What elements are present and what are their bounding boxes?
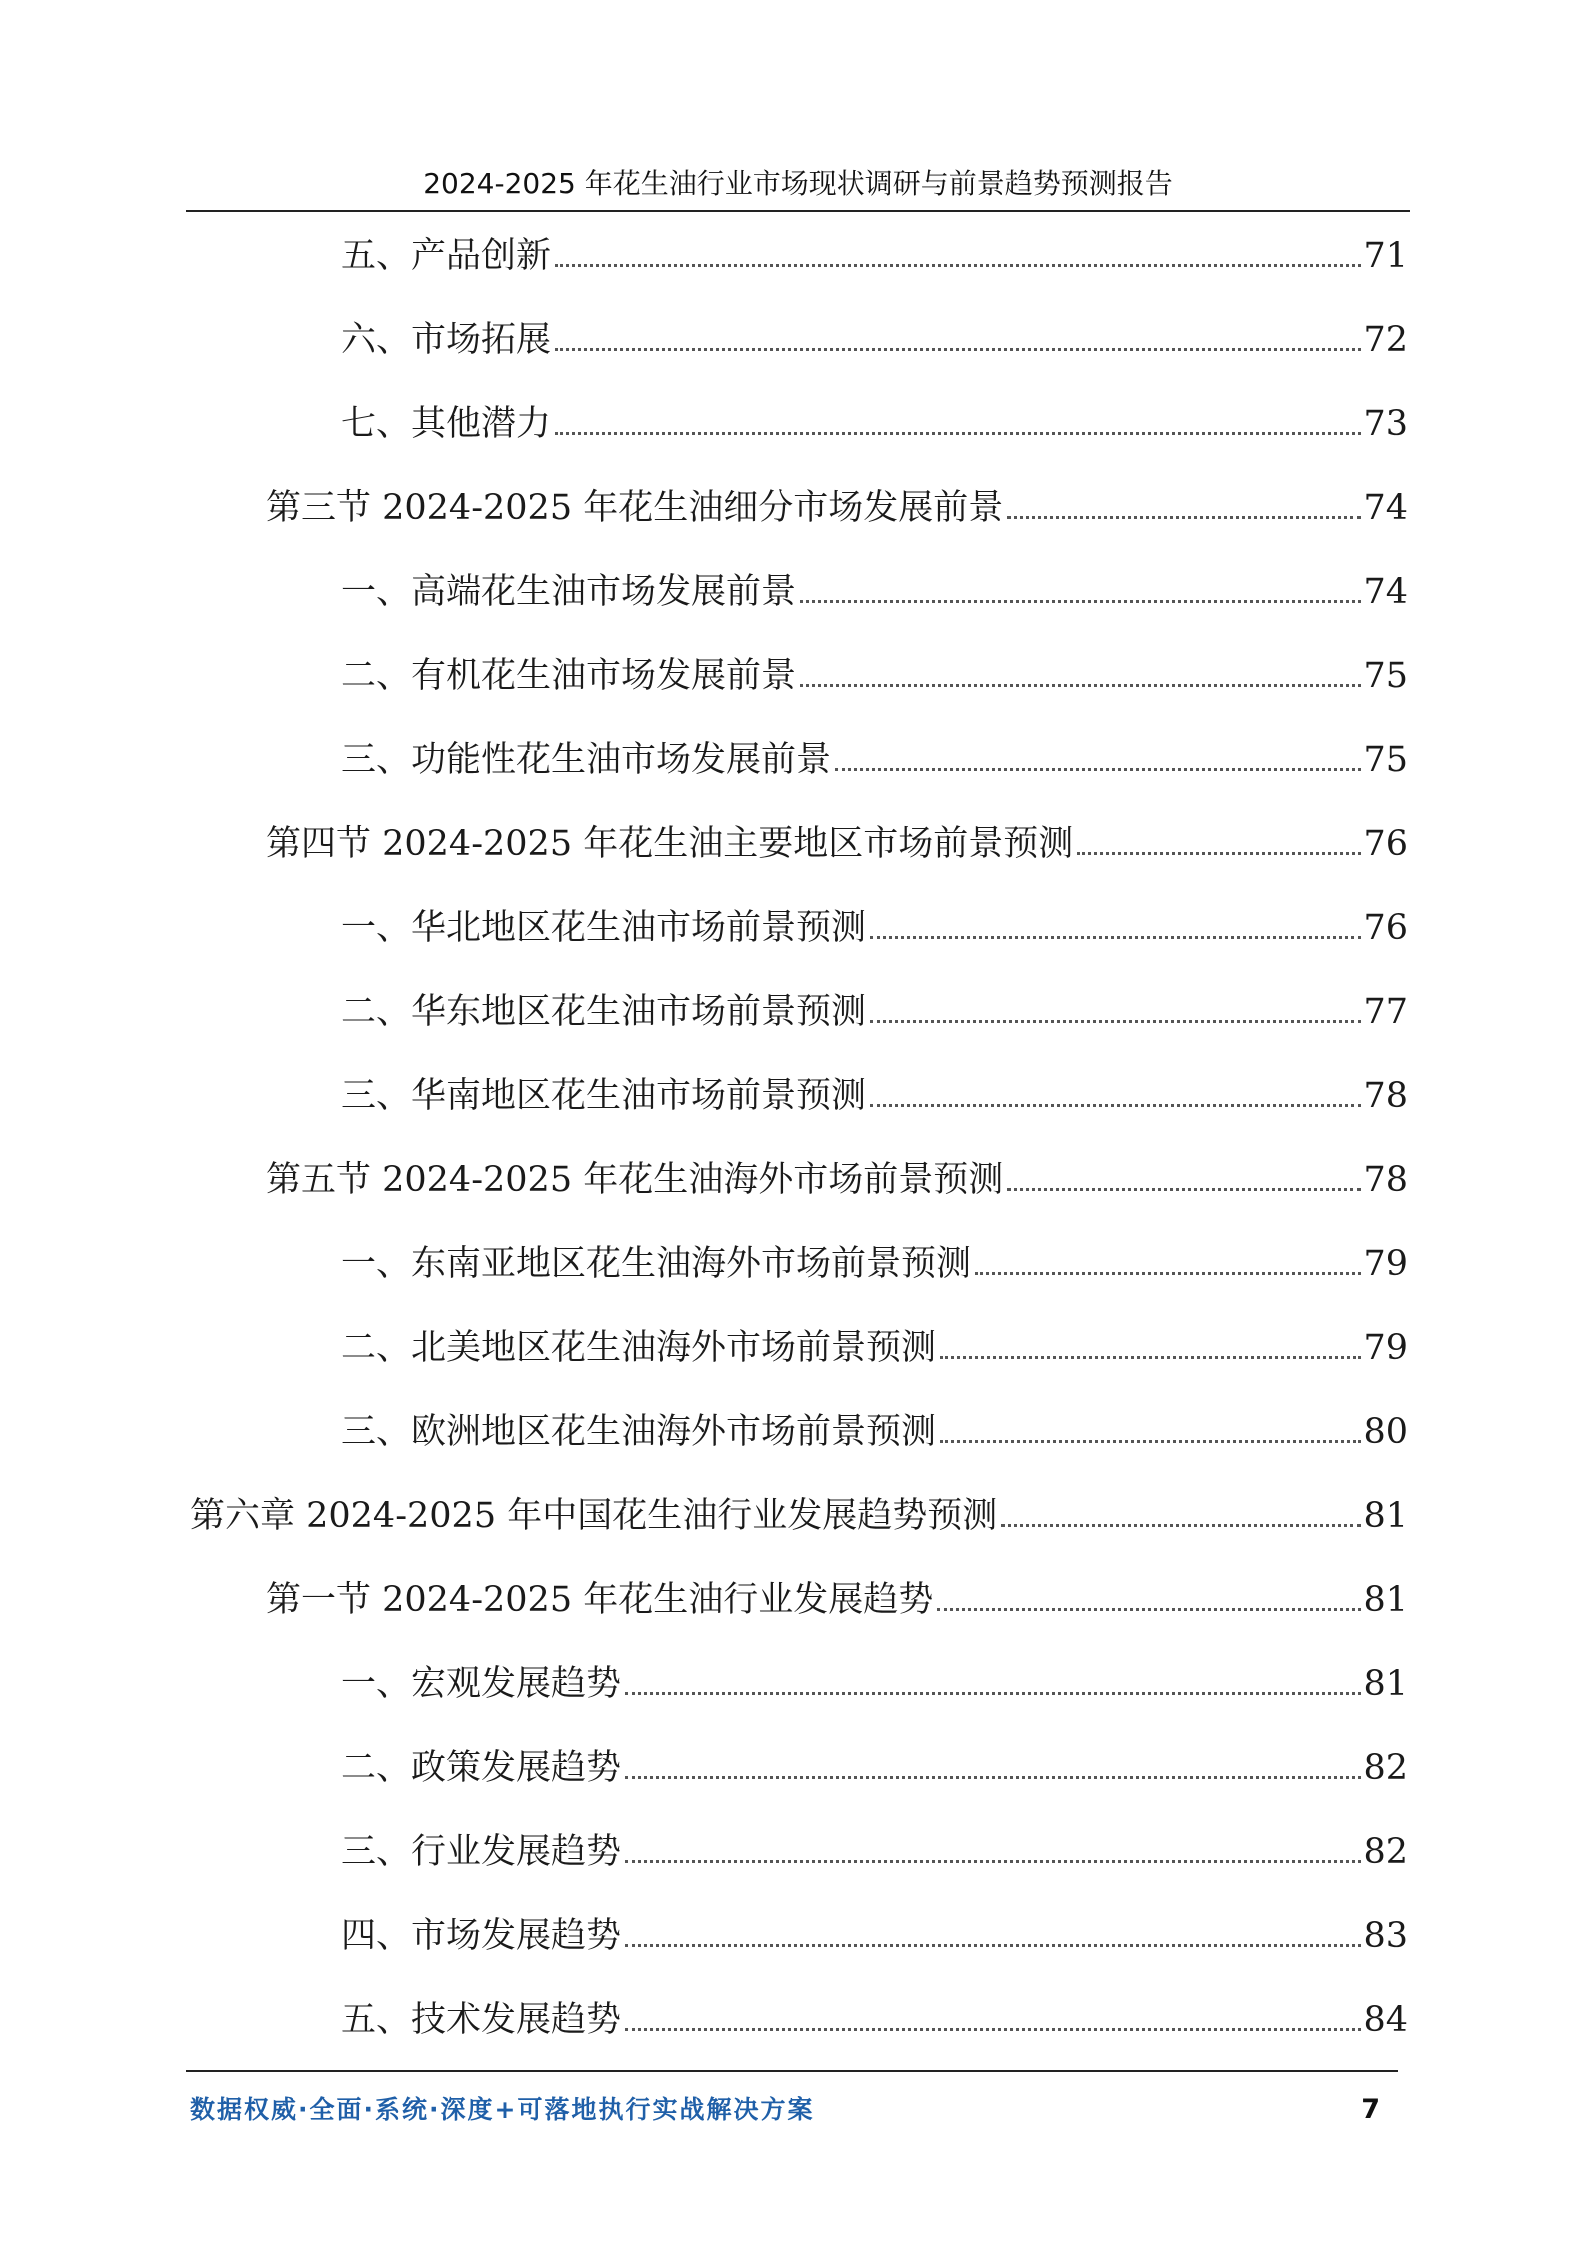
toc-entry[interactable] — [341, 904, 1408, 952]
toc-entry-label: 第五节 2024-2025 年花生油海外市场前景预测 — [266, 1160, 1004, 1200]
dot-leader — [800, 600, 1361, 603]
dot-leader — [625, 1944, 1361, 1947]
toc-entry-label: 第四节 2024-2025 年花生油主要地区市场前景预测 — [266, 824, 1074, 864]
toc-entry-page: 73 — [1363, 404, 1408, 444]
toc-entry-page: 78 — [1363, 1076, 1408, 1116]
toc-entry-label: 七、其他潜力 — [341, 404, 552, 444]
toc-entry-section[interactable] — [266, 484, 1408, 532]
page-number: 7 — [1361, 2094, 1380, 2125]
dot-leader — [625, 1860, 1361, 1863]
toc-entry[interactable] — [341, 1660, 1408, 1708]
toc-entry-page: 74 — [1363, 488, 1408, 528]
toc-entry-page: 84 — [1363, 2000, 1408, 2040]
toc-entry-label: 第一节 2024-2025 年花生油行业发展趋势 — [266, 1580, 934, 1620]
toc-entry-page: 78 — [1363, 1160, 1408, 1200]
toc-entry-label: 第六章 2024-2025 年中国花生油行业发展趋势预测 — [190, 1496, 998, 1536]
toc-entry-section[interactable] — [266, 820, 1408, 868]
dot-leader — [1007, 1188, 1361, 1191]
toc-entry-label: 一、华北地区花生油市场前景预测 — [341, 908, 867, 948]
toc-entry[interactable] — [341, 400, 1408, 448]
toc-entry-label: 三、欧洲地区花生油海外市场前景预测 — [341, 1412, 937, 1452]
toc-entry-page: 77 — [1363, 992, 1408, 1032]
toc-entry-chapter[interactable] — [190, 1492, 1408, 1540]
dot-leader — [835, 768, 1361, 771]
toc-entry-page: 72 — [1363, 320, 1408, 360]
toc-entry-label: 三、行业发展趋势 — [341, 1832, 622, 1872]
dot-leader — [625, 1692, 1361, 1695]
toc-entry-label: 一、宏观发展趋势 — [341, 1664, 622, 1704]
toc-entry-label: 二、有机花生油市场发展前景 — [341, 656, 797, 696]
toc-entry-page: 71 — [1363, 236, 1408, 276]
footer-divider — [186, 2070, 1398, 2072]
dot-leader — [555, 264, 1361, 267]
toc-entry-page: 81 — [1363, 1664, 1408, 1704]
dot-leader — [555, 432, 1361, 435]
toc-entry[interactable] — [341, 1240, 1408, 1288]
dot-leader — [870, 1104, 1361, 1107]
toc-entry-page: 82 — [1363, 1748, 1408, 1788]
dot-leader — [940, 1356, 1361, 1359]
toc-entry-page: 79 — [1363, 1328, 1408, 1368]
toc-entry[interactable] — [341, 1828, 1408, 1876]
dot-leader — [625, 1776, 1361, 1779]
toc-entry-label: 一、东南亚地区花生油海外市场前景预测 — [341, 1244, 972, 1284]
dot-leader — [625, 2028, 1361, 2031]
toc-entry[interactable] — [341, 1408, 1408, 1456]
dot-leader — [975, 1272, 1361, 1275]
dot-leader — [940, 1440, 1361, 1443]
dot-leader — [937, 1608, 1361, 1611]
toc-entry-page: 81 — [1363, 1496, 1408, 1536]
toc-entry[interactable] — [341, 1072, 1408, 1120]
toc-entry-page: 74 — [1363, 572, 1408, 612]
toc-entry-label: 五、技术发展趋势 — [341, 2000, 622, 2040]
toc-entry-page: 75 — [1363, 740, 1408, 780]
dot-leader — [870, 936, 1361, 939]
toc-entry-section[interactable] — [266, 1576, 1408, 1624]
toc-entry-page: 82 — [1363, 1832, 1408, 1872]
toc-entry-section[interactable] — [266, 1156, 1408, 1204]
toc-entry-page: 81 — [1363, 1580, 1408, 1620]
toc-entry-label: 三、华南地区花生油市场前景预测 — [341, 1076, 867, 1116]
dot-leader — [1001, 1524, 1361, 1527]
toc-entry-page: 80 — [1363, 1412, 1408, 1452]
dot-leader — [1077, 852, 1361, 855]
toc-entry[interactable] — [341, 1912, 1408, 1960]
toc-entry[interactable] — [341, 1744, 1408, 1792]
toc-entry[interactable] — [341, 1324, 1408, 1372]
toc-entry[interactable] — [341, 316, 1408, 364]
toc-entry-page: 76 — [1363, 824, 1408, 864]
toc-entry-label: 第三节 2024-2025 年花生油细分市场发展前景 — [266, 488, 1004, 528]
toc-entry-label: 五、产品创新 — [341, 236, 552, 276]
dot-leader — [1007, 516, 1361, 519]
toc-entry-label: 二、政策发展趋势 — [341, 1748, 622, 1788]
dot-leader — [800, 684, 1361, 687]
page-header: 2024-2025 年花生油行业市场现状调研与前景趋势预测报告 — [423, 167, 1173, 200]
toc-entry[interactable] — [341, 568, 1408, 616]
footer-slogan: 数据权威·全面·系统·深度+可落地执行实战解决方案 — [190, 2095, 815, 2124]
dot-leader — [555, 348, 1361, 351]
toc-entry[interactable] — [341, 988, 1408, 1036]
toc-entry-page: 79 — [1363, 1244, 1408, 1284]
toc-entry-page: 76 — [1363, 908, 1408, 948]
toc-entry[interactable] — [341, 652, 1408, 700]
toc-entry-label: 二、北美地区花生油海外市场前景预测 — [341, 1328, 937, 1368]
dot-leader — [870, 1020, 1361, 1023]
toc-entry-label: 二、华东地区花生油市场前景预测 — [341, 992, 867, 1032]
toc-entry-label: 三、功能性花生油市场发展前景 — [341, 740, 832, 780]
toc-entry-label: 六、市场拓展 — [341, 320, 552, 360]
toc-entry[interactable] — [341, 1996, 1408, 2044]
toc-entry-label: 四、市场发展趋势 — [341, 1916, 622, 1956]
toc-entry-page: 83 — [1363, 1916, 1408, 1956]
toc-entry[interactable] — [341, 232, 1408, 280]
toc-entry[interactable] — [341, 736, 1408, 784]
toc-entry-page: 75 — [1363, 656, 1408, 696]
toc-entry-label: 一、高端花生油市场发展前景 — [341, 572, 797, 612]
